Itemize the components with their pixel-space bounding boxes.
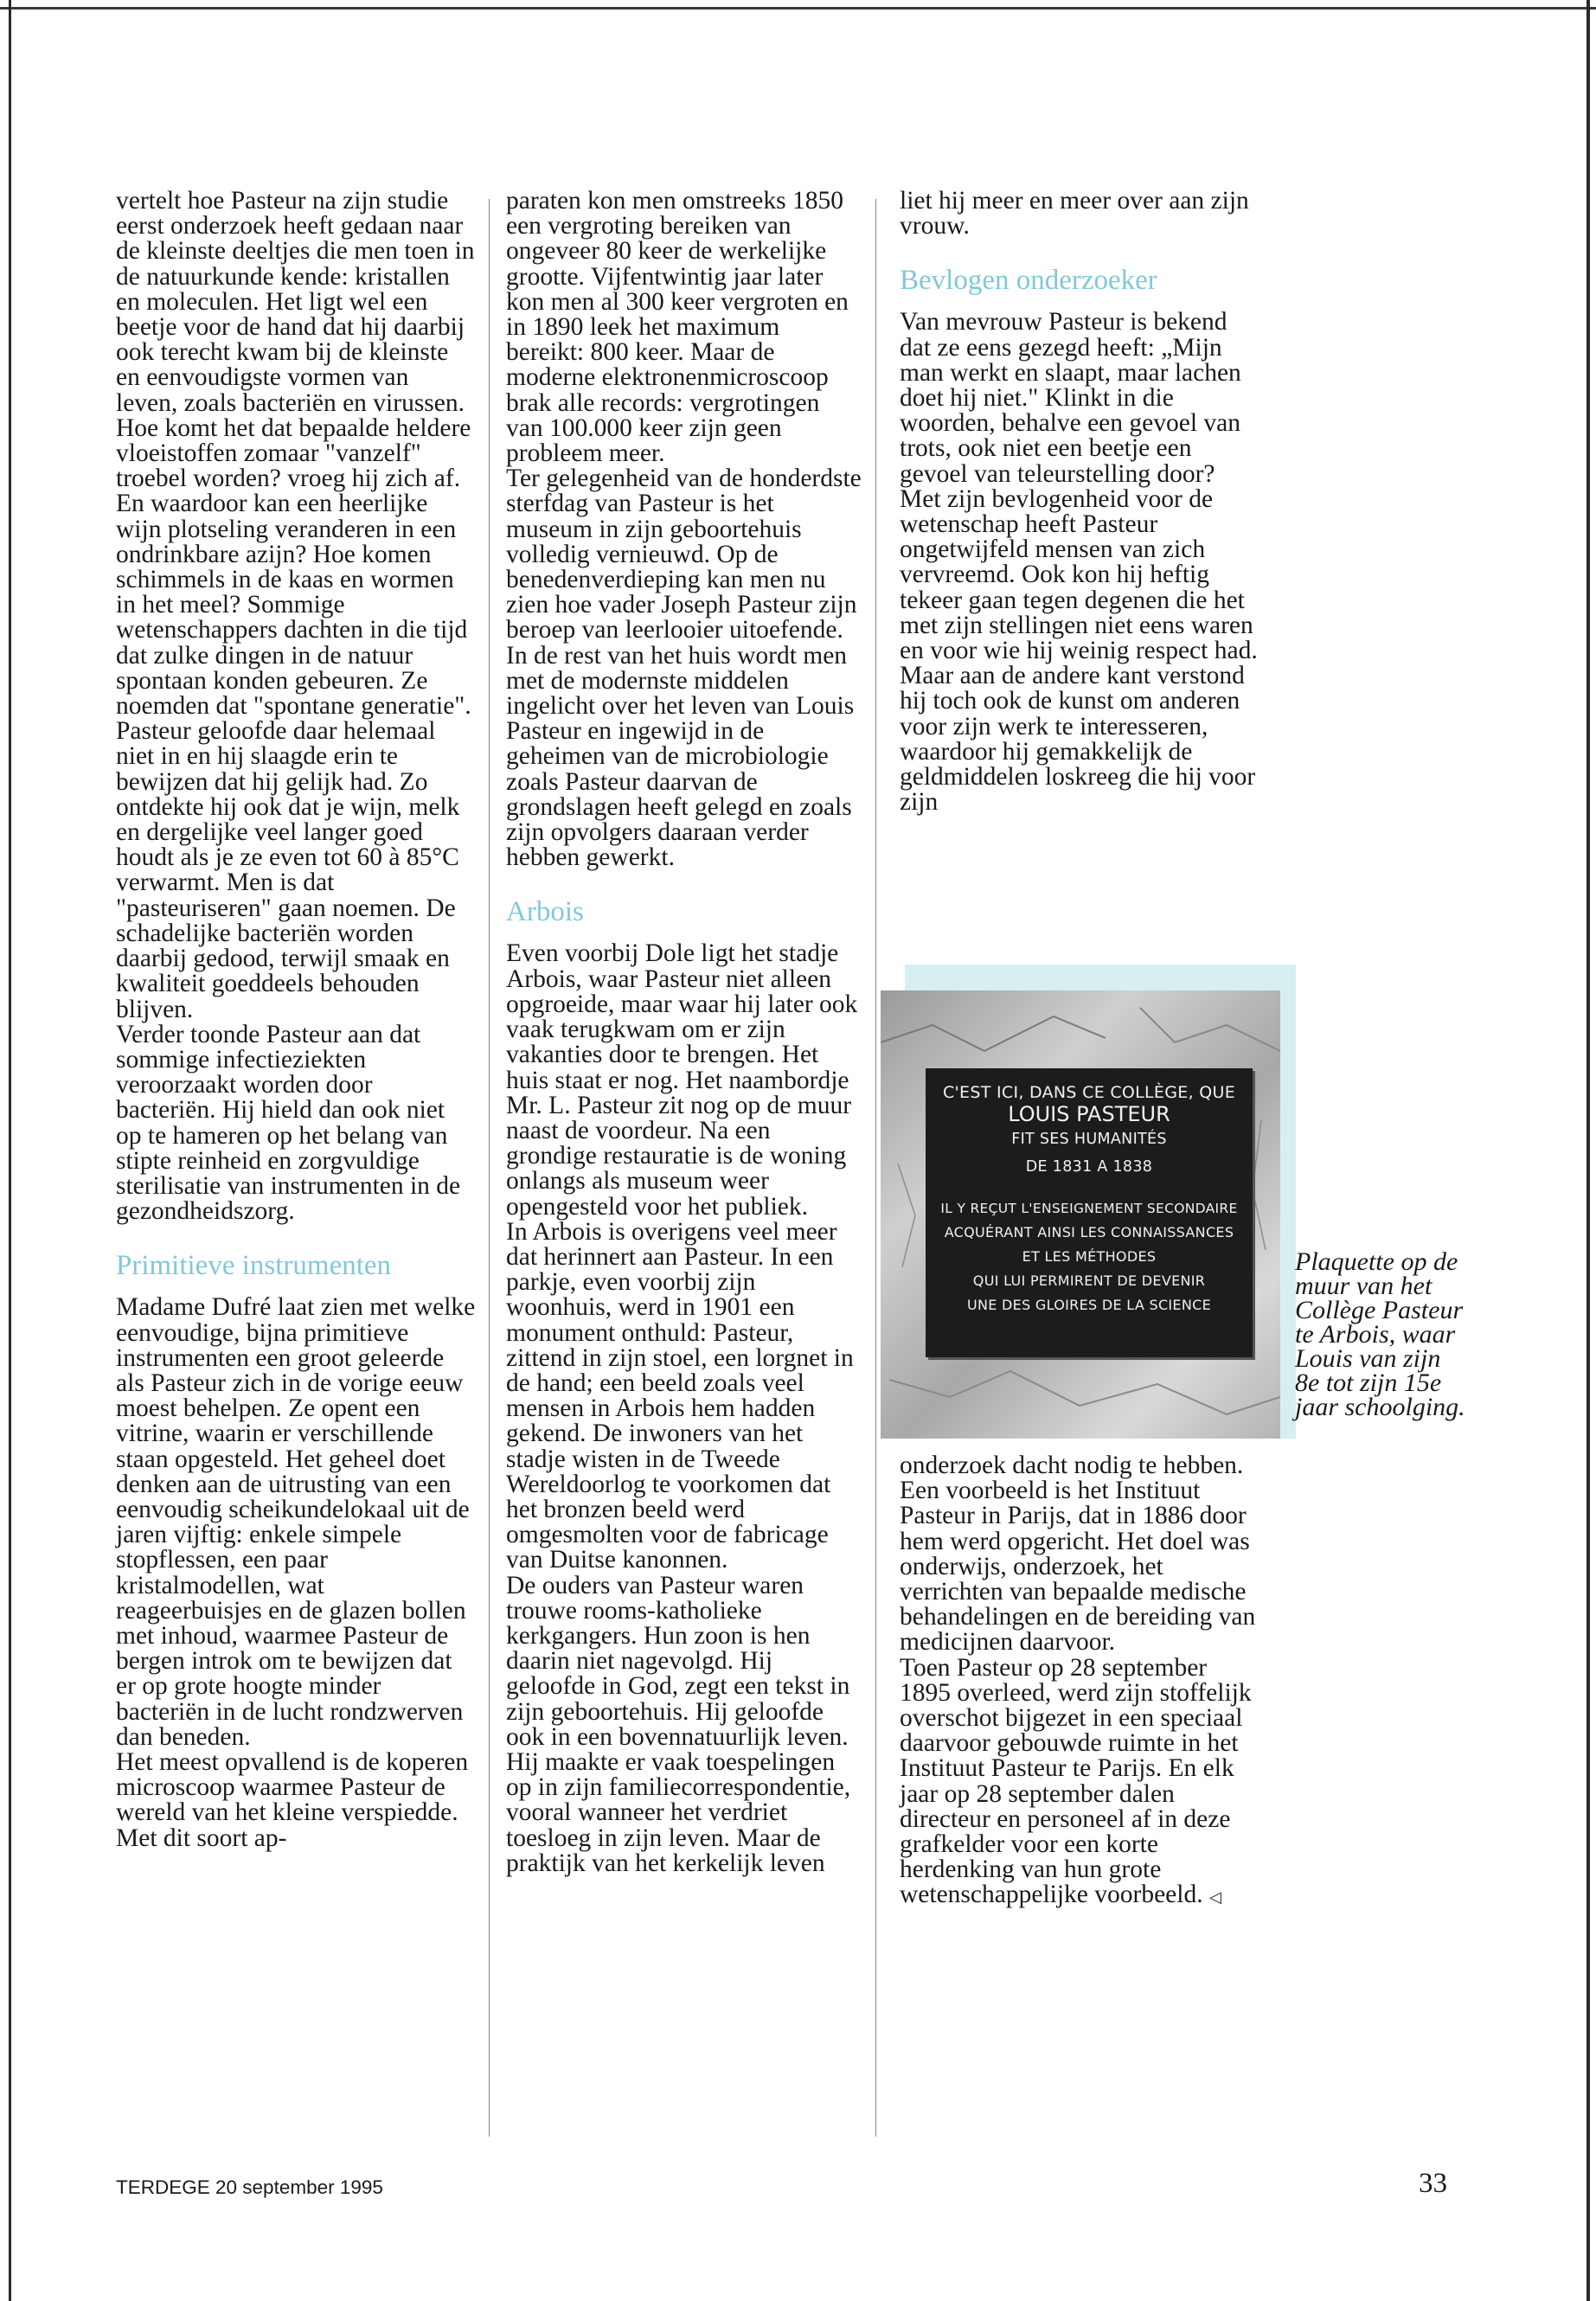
paragraph: De ouders van Pasteur waren trouwe rooms-katholieke kerkgangers. Hun zoon is hen daarin niet nagevolgd. Hij geloofde in God, zegt een tekst in zijn geboortehuis. Hij geloofde ook in een bovennatuurlijk leven. Hij maakte er vaak toespelingen op in zijn familiecorrespondentie, vooral wanneer het verdriet toesloeg in zijn leven. Maar de praktijk van het kerkelijk leven [506,1571,851,1877]
plaque-line: QUI LUI PERMIRENT DE DEVENIR [972,1272,1206,1289]
section-heading: Bevlogen onderzoeker [900,265,1157,297]
paragraph-text: Toen Pasteur op 28 september 1895 overleed, werd zijn stoffelijk overschot bijgezet in een speciaal daarvoor gebouwde ruimte in het Instituut Pasteur te Parijs. En elk jaar op 28 september dalen directeur en personeel af in deze grafkelder voor een korte herdenking van hun grote wetenschappelijke voorbeeld. [900,1653,1252,1909]
plaque-line: ET LES MÉTHODES [1022,1248,1157,1265]
plaque-line: ACQUÉRANT AINSI LES CONNAISSANCES [944,1224,1234,1240]
photo-caption: Plaquette op de muur van het Collège Pasteur te Arbois, waar Louis van zijn 8e tot zijn 15e jaar schoolging. [1295,1247,1465,1421]
plaque-line: UNE DES GLOIRES DE LA SCIENCE [966,1297,1211,1313]
paragraph: Even voorbij Dole ligt het stadje Arbois, waar Pasteur niet alleen opgroeide, maar waar hij later ook vaak terugkwam om er zijn vakanties door te brengen. Het huis staat er nog. Het naambordje Mr. L. Pasteur zit nog op de muur naast de voordeur. Na een grondige restauratie is de woning onlangs als museum weer opengesteld voor het publiek. [506,939,858,1221]
page-edge-top [0,7,1596,10]
page-edge-left [9,0,11,2301]
plaque-photo-figure [881,965,1285,1439]
paragraph [900,1653,1263,1911]
plaque-line: DE 1831 A 1838 [1025,1158,1153,1176]
paragraph: Met zijn bevlogenheid voor de wetenschap heeft Pasteur ongetwijfeld mensen van zich vervreemd. Ook kon hij heftig tekeer gaan tegen degenen die het met zijn stellingen niet eens waren en voor wie hij weinig respect had. Maar aan de andere kant verstond hij toch ook de kunst om anderen voor zijn werk te interesseren, waardoor hij gemakkelijk de geldmiddelen loskreeg die hij voor zijn [900,484,1258,817]
article-column-1 [116,189,476,1851]
paragraph: Hoe komt het dat bepaalde heldere vloeistoffen zomaar "vanzelf" troebel worden? vroeg hij zich af. En waardoor kan een heerlijke wijn plotseling veranderen in een ondrinkbare azijn? Hoe komen schimmels in de kaas en wormen in het meel? Sommige wetenschappers dachten in die tijd dat zulke dingen in de natuur spontaan konden gebeuren. Ze noemden dat "spontane generatie". Pasteur geloofde daar helemaal niet in en hij slaagde erin te bewijzen dat hij gelijk had. Zo ontdekte hij ook dat je wijn, melk en dergelijke veel langer goed houdt als je ze even tot 60 à 85°C verwarmt. Men is dat "pasteuriseren" gaan noemen. De schadelijke bacteriën worden daarbij gedood, terwijl smaak en kwaliteit goeddeels behouden blijven. [116,413,471,1023]
paragraph: paraten kon men omstreeks 1850 een vergroting bereiken van ongeveer 80 keer de werkelijke grootte. Vijfentwintig jaar later kon men al 300 keer vergroten en in 1890 leek het maximum bereikt: 800 keer. Maar de moderne elektronenmicroscoop brak alle records: vergrotingen van 100.000 keer zijn geen probleem meer. [506,187,849,468]
article-column-3 [900,189,1263,950]
plaque-line: C'EST ICI, DANS CE COLLÈGE, QUE [942,1083,1236,1102]
paragraph: onderzoek dacht nodig te hebben. Een voorbeeld is het Instituut Pasteur in Parijs, dat in 1886 door hem werd opgericht. Het doel was onderwijs, onderzoek, het verrichten van bepaalde medische behandelingen en de bereiding van medicijnen daarvoor. [900,1452,1256,1657]
paragraph: vertelt hoe Pasteur na zijn studie eerst onderzoek heeft gedaan naar de kleinste deeltjes die men toen in de natuurkunde kende: kristallen en moleculen. Het ligt wel een beetje voor de hand dat hij daarbij ook terecht kwam bij de kleinste en eenvoudigste vormen van leven, zoals bacteriën en virussen. [116,187,475,417]
section-heading: Primitieve instrumenten [116,1250,392,1282]
plaque-photo [881,990,1280,1439]
paragraph: Het meest opvallend is de koperen microscoop waarmee Pasteur de wereld van het kleine verspiedde. Met dit soort ap- [116,1747,469,1852]
paragraph: Van mevrouw Pasteur is bekend dat ze eens gezegd heeft: „Mijn man werkt en slaapt, maar lachen doet hij niet." Klinkt in die woorden, behalve een gevoel van trots, ook niet een beetje een gevoel van teleurstelling door? [900,308,1241,488]
paragraph: In Arbois is overigens veel meer dat herinnert aan Pasteur. In een parkje, even voorbij zijn woonhuis, werd in 1901 een monument onthuld: Pasteur, zittend in zijn stoel, een lorgnet in de hand; een beeld zoals veel mensen in Arbois hem hadden gekend. De inwoners van het stadje wisten in de Tweede Wereldoorlog te voorkomen dat het bronzen beeld werd omgesmolten voor de fabricage van Duitse kanonnen. [506,1217,854,1574]
plaque-line: IL Y REÇUT L'ENSEIGNEMENT SECONDAIRE [940,1201,1238,1216]
plaque-board [926,1068,1253,1357]
paragraph: Ter gelegenheid van de honderdste sterfdag van Pasteur is het museum in zijn geboortehuis volledig vernieuwd. Op de benedenverdieping kan men nu zien hoe vader Joseph Pasteur zijn beroep van leerlooier uitoefende. In de rest van het huis wordt men met de modernste middelen ingelicht over het leven van Louis Pasteur en ingewijd in de geheimen van de microbiologie zoals Pasteur daarvan de grondslagen heeft gelegd en zoals zijn opvolgers daaraan verder hebben gewerkt. [506,465,862,872]
tint-block [1280,965,1296,1439]
publication-footer: TERDEGE 20 september 1995 [116,2176,383,2198]
article-column-2 [506,189,862,1876]
plaque-line: FIT SES HUMANITÉS [1011,1131,1167,1148]
column-rule [875,199,876,2137]
article-column-3-continued [900,1453,1263,1911]
paragraph: liet hij meer en meer over aan zijn vrouw. [900,187,1249,240]
page-edge-right [1586,0,1590,2301]
section-heading: Arbois [506,896,584,928]
page-number: 33 [1419,2168,1447,2199]
end-mark-icon: ◁ [1208,1888,1221,1907]
plaque-line: LOUIS PASTEUR [1008,1102,1170,1126]
paragraph: Verder toonde Pasteur aan dat sommige infectieziekten veroorzaakt worden door bacteriën. Hij hield dan ook niet op te hameren op het belang van stipte reinheid en zorgvuldige sterilisatie van instrumenten in de gezondheidszorg. [116,1020,461,1226]
column-rule [489,199,490,2137]
paragraph: Madame Dufré laat zien met welke eenvoudige, bijna primitieve instrumenten een groot geleerde als Pasteur zich in de vorige eeuw moest behelpen. Ze opent een vitrine, waarin er verschillende staan opgesteld. Het geheel doet denken aan de uitrusting van een eenvoudig scheikundelokaal uit de jaren vijftig: enkele simpele stopflessen, een paar kristalmodellen, wat reageerbuisjes en de glazen bollen met inhoud, waarmee Pasteur de bergen introk om te bewijzen dat er op grote hoogte minder bacteriën in de lucht rondzwerven dan beneden. [116,1293,476,1751]
